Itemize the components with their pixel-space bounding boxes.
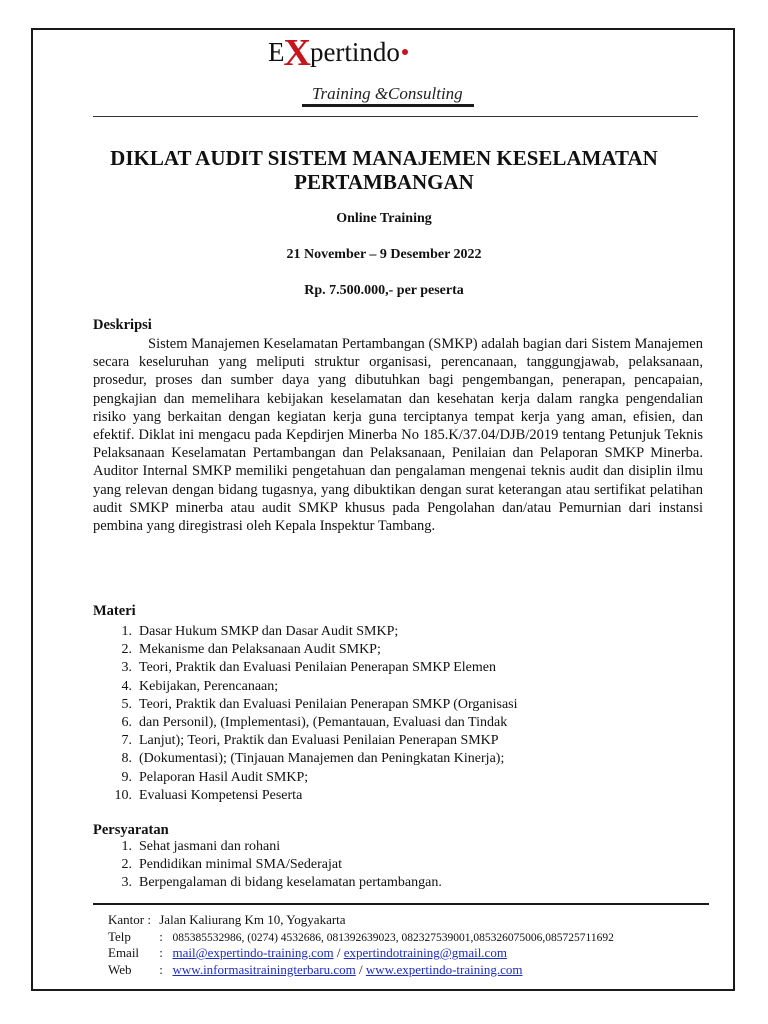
logo-x-mark: X — [283, 32, 311, 74]
materi-list — [93, 623, 703, 805]
materi-item — [93, 623, 703, 641]
materi-item-number: 3. — [121, 660, 132, 676]
web-label: Web — [108, 961, 132, 977]
footer-web-row: Web : www.informasitrainingterbaru.com / www.expertindo-training.com — [108, 961, 523, 977]
materi-item-number: 10. — [114, 787, 132, 803]
materi-item-number: 2. — [121, 642, 132, 658]
materi-item-text: Teori, Praktik dan Evaluasi Penilaian Penerapan SMKP Elemen — [139, 660, 496, 676]
materi-item — [93, 769, 703, 787]
email-link-primary[interactable]: mail@expertindo-training.com — [172, 945, 334, 960]
footer-telp-row: Telp : 085385532986, (0274) 4532686, 081392639023, 082327539001,085326075006,085725711692 — [108, 928, 614, 944]
persyaratan-item-number: 3. — [121, 875, 132, 891]
materi-item-text: Evaluasi Kompetensi Peserta — [139, 787, 303, 803]
materi-item — [93, 714, 703, 732]
persyaratan-item-text: Sehat jasmani dan rohani — [139, 839, 281, 854]
training-dates: 21 November – 9 Desember 2022 — [286, 247, 482, 262]
materi-item-text: Teori, Praktik dan Evaluasi Penilaian Penerapan SMKP (Organisasi — [139, 696, 518, 712]
deskripsi-text: Sistem Manajemen Keselamatan Pertambangan (SMKP) adalah bagian dari Sistem Manajemen secara keseluruhan yang meliputi struktur organisasi, perencanaan, tanggungjawab, pelaksanaan, prosedur, proses dan sumber daya yang dibutuhkan bagi pengembangan, penerapan, pencapaian, pengkajian dan memelihara kebijakan keselamatan dan kesehatan kerja dalam rangka pengendalian risiko yang berkaitan dengan kegiatan kerja guna terciptanya tempat kerja yang aman, efisien, dan efektif. Diklat ini mengacu pada Kepdirjen Minerba No 185.K/37.04/DJB/2019 tentang Petunjuk Teknis Pelaksanaan Keselamatan Pertambangan dan Pelaksanaan, Penilaian dan Pelaporan SMKP Minerba. Auditor Internal SMKP memiliki pengetahuan dan pengalaman mengenai teknis audit dan disiplin ilmu yang relevan dengan bidang tugasnya, yang dibuktikan dengan surat keterangan atau sertifikat pelatihan audit SMKP minerba atau audit SMKP khusus pada Pengolahan dan/atau Pemurnian dari instansi pembina yang diregistrasi oleh Kepala Inspektur Tambang. — [93, 336, 703, 535]
email-link-gmail[interactable]: expertindotraining@gmail.com — [343, 945, 507, 960]
materi-item-text: (Dokumentasi); (Tinjauan Manajemen dan Peningkatan Kinerja); — [139, 751, 505, 767]
logo-underline — [302, 104, 474, 107]
footer-divider — [93, 903, 709, 905]
materi-item-number: 8. — [121, 751, 132, 767]
materi-item-number: 6. — [121, 714, 132, 730]
kantor-label: Kantor : — [108, 912, 151, 927]
materi-item-text: dan Personil), (Implementasi), (Pemantauan, Evaluasi dan Tindak — [139, 714, 508, 730]
deskripsi-paragraph — [93, 335, 703, 535]
materi-item-number: 7. — [121, 733, 132, 749]
persyaratan-list — [93, 838, 703, 893]
contact-footer — [108, 912, 614, 978]
telp-numbers: 085385532986, (0274) 4532686, 081392639023, 082327539001,085326075006,085725711692 — [172, 931, 614, 944]
materi-item-text: Kebijakan, Perencanaan; — [139, 678, 279, 694]
persyaratan-item — [93, 874, 703, 892]
materi-item — [93, 732, 703, 750]
materi-item-number: 5. — [121, 696, 132, 712]
materi-item-number: 9. — [121, 769, 132, 785]
materi-item-number: 1. — [121, 624, 132, 639]
materi-item — [93, 750, 703, 768]
training-mode: Online Training — [336, 211, 432, 226]
deskripsi-heading: Deskripsi — [93, 317, 152, 333]
logo-wordmark: EXpertindo — [268, 30, 408, 68]
persyaratan-item — [93, 838, 703, 856]
materi-item — [93, 659, 703, 677]
materi-item — [93, 787, 703, 805]
materi-item — [93, 641, 703, 659]
document-title: DIKLAT AUDIT SISTEM MANAJEMEN KESELAMATAN PERTAMBANGAN — [110, 146, 658, 194]
kantor-address: Jalan Kaliurang Km 10, Yogyakarta — [159, 912, 346, 927]
materi-item-text: Lanjut); Teori, Praktik dan Evaluasi Penilaian Penerapan SMKP — [139, 733, 499, 749]
materi-item-text: Pelaporan Hasil Audit SMKP; — [139, 769, 309, 785]
persyaratan-item-number: 1. — [121, 839, 132, 854]
email-label: Email — [108, 945, 140, 960]
persyaratan-item-number: 2. — [121, 857, 132, 873]
footer-kantor-row — [108, 912, 614, 929]
persyaratan-item-text: Berpengalaman di bidang keselamatan pertambangan. — [139, 875, 442, 891]
training-price: Rp. 7.500.000,- per peserta — [304, 283, 464, 298]
header-divider — [93, 116, 698, 117]
logo-dot-icon — [402, 49, 408, 55]
materi-item — [93, 696, 703, 714]
telp-label: Telp — [108, 928, 131, 944]
web-link-informasi[interactable]: www.informasitrainingterbaru.com — [172, 961, 356, 977]
materi-item-number: 4. — [121, 678, 132, 694]
company-logo — [268, 30, 478, 118]
footer-email-row: Email : mail@expertindo-training.com / expertindotraining@gmail.com — [108, 945, 507, 960]
web-link-expertindo[interactable]: www.expertindo-training.com — [365, 961, 523, 977]
materi-heading: Materi — [93, 603, 136, 619]
materi-item-text: Dasar Hukum SMKP dan Dasar Audit SMKP; — [139, 624, 399, 639]
materi-item — [93, 678, 703, 696]
persyaratan-item-text: Pendidikan minimal SMA/Sederajat — [139, 857, 342, 873]
persyaratan-item — [93, 856, 703, 874]
logo-tagline: Training &Consulting — [312, 84, 463, 103]
materi-item-text: Mekanisme dan Pelaksanaan Audit SMKP; — [139, 642, 381, 658]
persyaratan-heading: Persyaratan — [93, 822, 169, 838]
